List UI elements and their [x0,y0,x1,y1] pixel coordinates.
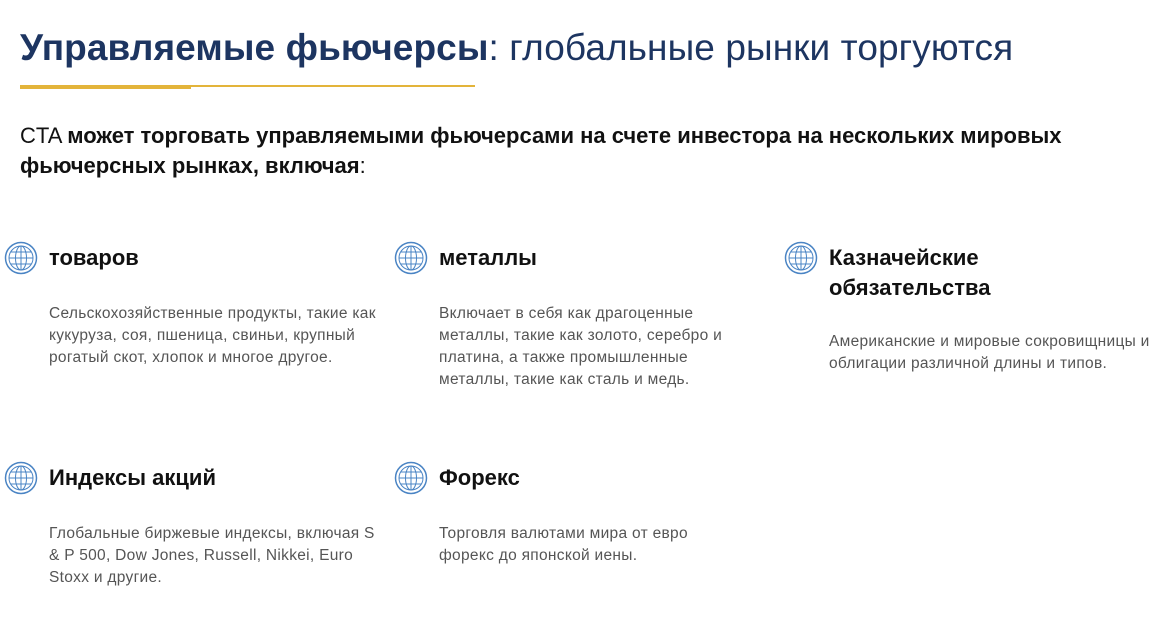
market-description: Американские и мировые сокровищницы и облигации различной длины и типов. [829,333,1150,372]
globe-icon [394,461,428,495]
title-underline-accent [20,85,191,89]
page-title-bold: Управляемые фьючерсы [20,27,489,68]
market-description: Сельскохозяйственные продукты, такие как кукуруза, соя, пшеница, свиньи, крупный рогатый скот, хлопок и многое другое. [49,305,376,366]
market-title: металлы [439,245,537,270]
market-title: Форекс [439,465,520,490]
intro-tail: : [359,153,366,178]
market-title: товаров [49,245,139,270]
market-description: Включает в себя как драгоценные металлы, такие как золото, серебро и платина, а также промышленные металлы, такие как сталь и медь. [439,305,723,388]
intro-lead: CTA [20,123,62,148]
globe-icon [784,241,818,275]
page-title [20,24,1013,72]
market-title: Казначейские обязательства [829,245,991,300]
globe-icon [394,241,428,275]
title-underline [20,85,475,87]
globe-icon [4,461,38,495]
page-title-rest: : глобальные рынки торгуются [488,27,1014,68]
market-description: Торговля валютами мира от евро форекс до японской иены. [439,525,688,564]
market-description: Глобальные биржевые индексы, включая S & P 500, Dow Jones, Russell, Nikkei, Euro Stoxx и другие. [49,525,375,586]
globe-icon [4,241,38,275]
intro-bold: может торговать управляемыми фьючерсами на счете инвестора на нескольких мировых фьючерсных рынках, включая [20,123,1062,178]
intro-text [20,121,1120,181]
market-title: Индексы акций [49,465,216,490]
